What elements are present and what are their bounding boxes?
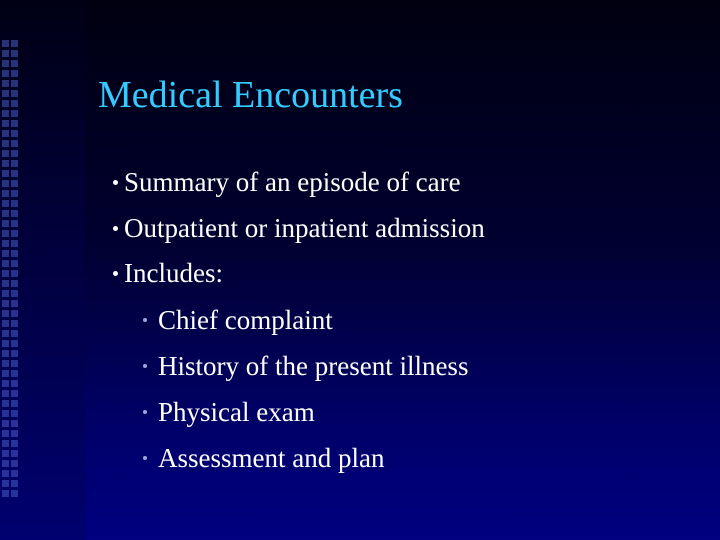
bullet-marker — [113, 226, 118, 231]
sub-bullet-item: Chief complaint — [158, 305, 333, 335]
sub-bullet-marker — [143, 410, 147, 414]
bullet-item: Outpatient or inpatient admission — [124, 213, 485, 243]
bullet-item: Summary of an episode of care — [124, 167, 461, 197]
bullet-item: Includes: — [124, 258, 223, 288]
bullet-marker — [113, 271, 118, 276]
bullet-marker — [113, 180, 118, 185]
slide-title: Medical Encounters — [98, 74, 403, 116]
checker-pattern-right — [11, 40, 18, 500]
sub-bullet-item: Assessment and plan — [158, 443, 385, 473]
sub-bullet-marker — [143, 456, 147, 460]
sub-bullet-marker — [143, 364, 147, 368]
sub-bullet-marker — [143, 318, 147, 322]
sub-bullet-item: History of the present illness — [158, 351, 469, 381]
checker-pattern-left — [2, 40, 9, 500]
sub-bullet-item: Physical exam — [158, 397, 315, 427]
